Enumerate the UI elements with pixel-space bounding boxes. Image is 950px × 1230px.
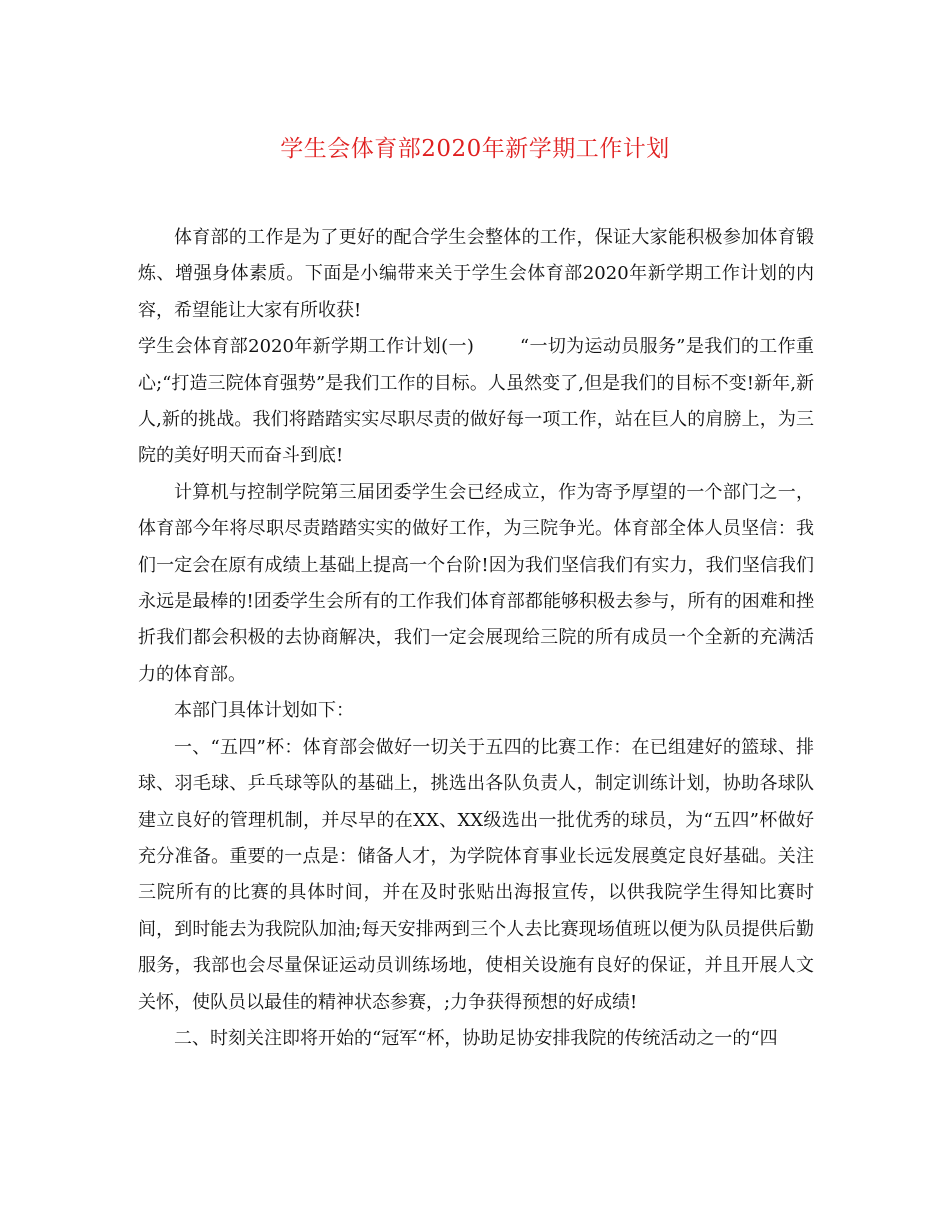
paragraph-intro: 体育部的工作是为了更好的配合学生会整体的工作，保证大家能积极参加体育锻炼、增强身体素质。下面是小编带来关于学生会体育部2020年新学期工作计划的内容，希望能让大家有所收获! [138, 227, 814, 321]
paragraph-plan-heading: 本部门具体计划如下： [174, 700, 354, 722]
paragraph-plan-item-one: 一、“五四”杯：体育部会做好一切关于五四的比赛工作：在已组建好的篮球、排球、羽毛球、乒乓球等队的基础上，挑选出各队负责人，制定训练计划，协助各球队建立良好的管理机制，并尽早的在XX、XX级选出一批优秀的球员，为“五四”杯做好充分准备。重要的一点是：储备人才，为学院体育事业长远发展奠定良好基础。关注三院所有的比赛的具体时间，并在及时张贴出海报宣传，以供我院学生得知比赛时间，到时能去为我院队加油;每天安排两到三个人去比赛现场值班以便为队员提供后勤服务，我部也会尽量保证运动员训练场地，使相关设施有良好的保证，并且开展人文关怀，使队员以最佳的精神状态参赛，;力争获得预想的好成绩! [138, 736, 814, 1013]
paragraph-plan-item-two: 二、时刻关注即将开始的“冠军“杯，协助足协安排我院的传统活动之一的“四 [174, 1027, 778, 1049]
paragraph-department: 计算机与控制学院第三届团委学生会已经成立，作为寄予厚望的一个部门之一，体育部今年将尽职尽责踏踏实实的做好工作，为三院争光。体育部全体人员坚信：我们一定会在原有成绩上基础上提高一个台阶!因为我们坚信我们有实力，我们坚信我们永远是最棒的!团委学生会所有的工作我们体育部都能够积极去参与，所有的困难和挫折我们都会积极的去协商解决，我们一定会展现给三院的所有成员一个全新的充满活力的体育部。 [138, 481, 814, 685]
section-heading: 学生会体育部2020年新学期工作计划(一) [138, 336, 474, 358]
document-title: 学生会体育部2020年新学期工作计划 [280, 136, 670, 162]
document-body [138, 220, 814, 1057]
paragraph-section-one [138, 329, 814, 475]
section-text: “一切为运动员服务”是我们的工作重心;“打造三院体育强势”是我们工作的目标。人虽然变了,但是我们的目标不变!新年,新人,新的挑战。我们将踏踏实实尽职尽责的做好每一项工作，站在巨人的肩膀上，为三院的美好明天而奋斗到底! [138, 336, 814, 467]
